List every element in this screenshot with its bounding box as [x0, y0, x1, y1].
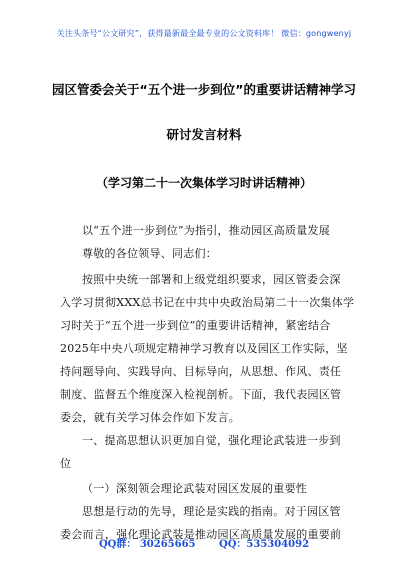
body-line: 委会，就有关学习体会作如下发言。 — [60, 411, 240, 424]
document-title-line-1: 园区管委会关于“五个进一步到位”的重要讲话精神学习 — [52, 82, 356, 97]
body-line: 习时关于“五个进一步到位”的重要讲话精神，紧密结合 — [60, 319, 331, 332]
body-line: 持问题导向、实践导向、目标导向，从思想、作风、责任 — [60, 365, 342, 378]
body-line: 思想是行动的先导，理论是实践的指南。对于园区管 — [82, 505, 341, 518]
header-note: 关注头条号“公文研究”，获得最新最全最专业的公文资料库！ 微信：gongwenyj — [56, 29, 352, 38]
subsection-heading: （一）深刻领会理论武装对园区发展的重要性 — [82, 482, 307, 495]
body-line: 尊敬的各位领导、同志们： — [82, 247, 217, 260]
body-line: 委会而言，强化理论武装是推动园区高质量发展的重要前 — [60, 528, 342, 541]
footer-qq-group: QQ群： 30265665 — [98, 539, 196, 550]
document-subtitle: （学习第二十一次集体学习时讲话精神） — [95, 176, 312, 190]
body-line: 按照中央统一部署和上级党组织要求，园区管委会深 — [82, 273, 341, 286]
section-heading-continued: 位 — [60, 457, 72, 470]
body-line: 制度、监督五个维度深入检视剖析。下面，我代表园区管 — [60, 388, 342, 401]
document-title-line-2: 研讨发言材料 — [166, 127, 242, 142]
footer-contact — [0, 535, 408, 550]
footer-qq: QQ：535304092 — [219, 539, 310, 550]
body-line: 以“五个进一步到位”为指引，推动园区高质量发展 — [82, 224, 330, 237]
section-heading: 一、提高思想认识更加自觉，强化理论武装进一步到 — [82, 434, 341, 447]
body-line: 2025年中央八项规定精神学习教育以及园区工作实际，坚 — [60, 342, 348, 355]
body-line: 入学习贯彻XXX总书记在中共中央政治局第二十一次集体学 — [60, 296, 355, 309]
